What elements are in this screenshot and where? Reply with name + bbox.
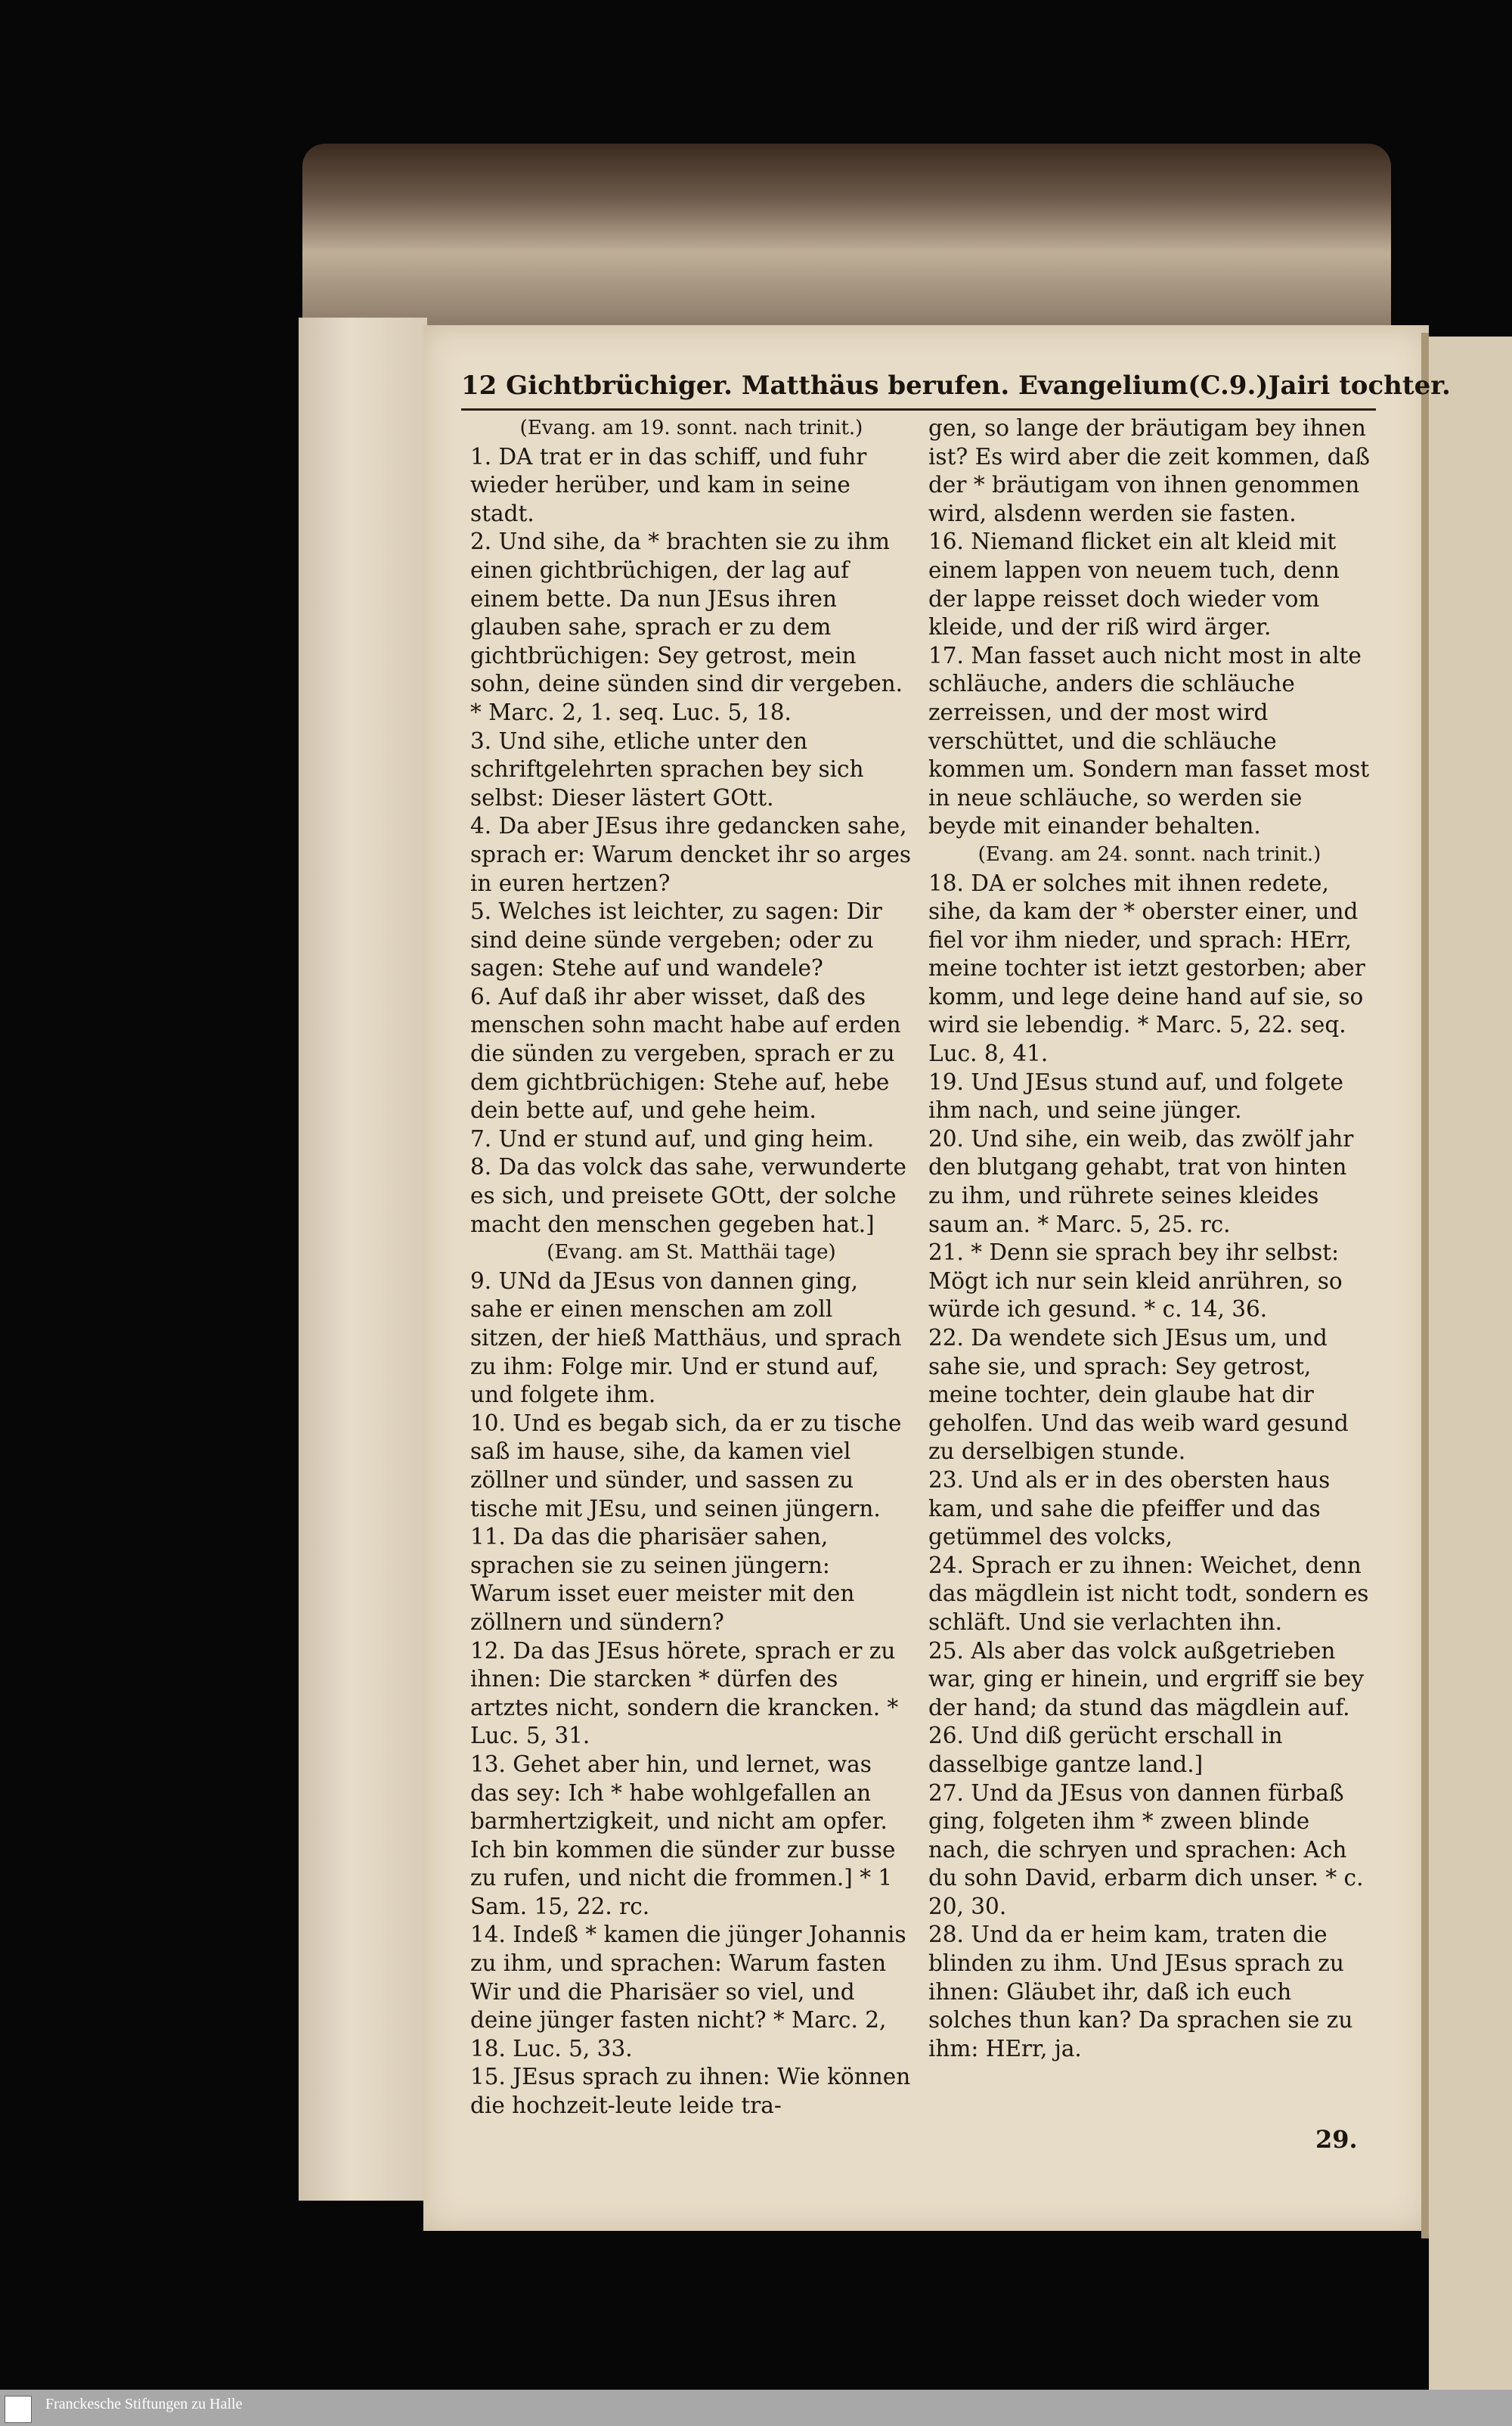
page-gutter (1421, 333, 1429, 2238)
verse: 27. Und da JEsus von dannen fürbaß ging, folgeten ihm * zween blinde nach, die schryen und sprachen: Ach du sohn David, erbarm dich unser. * c. 20, 30. (928, 1779, 1364, 1919)
catchword: 29. (1315, 2125, 1358, 2154)
verse: 10. Und es begab sich, da er zu tische saß im hause, sihe, da kamen viel zöllner und sünder, und sassen zu tische mit JEsu, und seinen jüngern. (470, 1410, 902, 1522)
verse: 8. Da das volck das sahe, verwunderte es sich, und preisete GOtt, der solche macht den menschen gegeben hat.] (470, 1154, 906, 1237)
verse: 12. Da das JEsus hörete, sprach er zu ihnen: Die starcken * dürfen des artztes nicht, sondern die krancken. * Luc. 5, 31. (470, 1637, 899, 1749)
verse: 21. * Denn sie sprach bey ihr selbst: Mögt ich nur sein kleid anrühren, so würde ich gesund. * c. 14, 36. (928, 1239, 1343, 1323)
pericope-heading: (Evang. am 19. sonnt. nach trinit.) (519, 417, 863, 439)
verse: 26. Und diß gerücht erschall in dasselbige gantze land.] (928, 1723, 1283, 1777)
page-stack (299, 318, 427, 2201)
verse: 13. Gehet aber hin, und lernet, was das sey: Ich * habe wohlgefallen an barmhertzigkeit, und nicht am opfer. Ich bin kommen die sünder zur busse zu rufen, und nicht die frommen.] * 1 Sam. 15, 22. rc. (470, 1751, 896, 1919)
verse: 5. Welches ist leichter, zu sagen: Dir sind deine sünde vergeben; oder zu sagen: Stehe auf und wandele? (470, 898, 882, 982)
verse: 25. Als aber das volck außgetrieben war, ging er hinein, und ergriff sie bey der hand; da stund das mägdlein auf. (928, 1637, 1365, 1720)
book-top-edge (302, 144, 1391, 325)
verse: 20. Und sihe, ein weib, das zwölf jahr den blutgang gehabt, trat von hinten zu ihm, und rührete seines kleides saum an. * Marc. 5, 25. rc. (928, 1125, 1354, 1237)
verse: 19. Und JEsus stund auf, und folgete ihm nach, und seine jünger. (928, 1069, 1343, 1124)
verse: 22. Da wendete sich JEsus um, und sahe sie, und sprach: Sey getrost, meine tochter, dein glaube hat dir geholfen. Und das weib ward gesund zu derselbigen stunde. (928, 1325, 1349, 1465)
pericope-heading: (Evang. am St. Matthäi tage) (547, 1241, 836, 1264)
verse: 23. Und als er in des obersten haus kam, und sahe die pfeiffer und das getümmel des volcks, (928, 1466, 1331, 1550)
header-chapter: (C.9.) (1188, 371, 1269, 401)
verse: 3. Und sihe, etliche unter den schriftgelehrten sprachen bey sich selbst: Dieser lästert GOtt. (470, 727, 864, 811)
verse: 24. Sprach er zu ihnen: Weichet, denn das mägdlein ist nicht todt, sondern es schläft. Und sie verlachten ihn. (928, 1552, 1369, 1635)
verse: 6. Auf daß ihr aber wisset, daß des menschen sohn macht habe auf erden die sünden zu vergeben, sprach er zu dem gichtbrüchigen: Stehe auf, hebe dein bette auf, und gehe heim. (470, 983, 901, 1124)
verse: 17. Man fasset auch nicht most in alte schläuche, anders die schläuche zerreissen, und der most wird verschüttet, und die schläuche kommen um. Sondern man fasset most in neue schläuche, so werden sie beyde mit einander behalten. (928, 642, 1370, 839)
verse: 15. JEsus sprach zu ihnen: Wie können die hochzeit-leute leide tra- (470, 2064, 911, 2119)
verse: 7. Und er stund auf, und ging heim. (470, 1125, 875, 1152)
header-rule (461, 408, 1376, 411)
verse: 16. Niemand flicket ein alt kleid mit einem lappen von neuem tuch, denn der lappe reisset doch wieder vom kleide, und der riß wird ärger. (928, 529, 1340, 641)
running-header (461, 371, 1451, 408)
verse: 1. DA trat er in das schiff, und fuhr wieder herüber, und kam in seine stadt. (470, 443, 867, 526)
left-column (470, 414, 912, 2120)
verse: gen, so lange der bräutigam bey ihnen ist? Es wird aber die zeit kommen, daß der * bräutigam von ihnen genommen wird, alsdenn werden sie fasten. (928, 415, 1370, 526)
right-column (928, 414, 1371, 2063)
verse: 28. Und da er heim kam, traten die blinden zu ihm. Und JEsus sprach zu ihnen: Gläubet ihr, daß ich euch solches thun kan? Da sprachen sie zu ihm: HErr, ja. (928, 1922, 1353, 2061)
verse: 2. Und sihe, da * brachten sie zu ihm einen gichtbrüchigen, der lag auf einem bette. Da nun JEsus ihren glauben sahe, sprach er zu dem gichtbrüchigen: Sey getrost, mein sohn, deine sünden sind dir vergeben. * Marc. 2, 1. seq. Luc. 5, 18. (470, 529, 903, 725)
verse: 9. UNd da JEsus von dannen ging, sahe er einen menschen am zoll sitzen, der hieß Matthäus, und sprach zu ihm: Folge mir. Und er stund auf, und folgete ihm. (470, 1267, 902, 1408)
facing-page-edge (1429, 337, 1512, 2393)
institution-logo-icon (5, 2396, 32, 2423)
verse: 14. Indeß * kamen die jünger Johannis zu ihm, und sprachen: Warum fasten Wir und die Pharisäer so viel, und deine jünger fasten nicht? * Marc. 2, 18. Luc. 5, 33. (470, 1922, 906, 2061)
verse: 18. DA er solches mit ihnen redete, sihe, da kam der * oberster einer, und fiel vor ihm nieder, und sprach: HErr, meine tochter ist ietzt gestorben; aber komm, und lege deine hand auf sie, so wird sie lebendig. * Marc. 5, 22. seq. Luc. 8, 41. (928, 870, 1365, 1067)
verse: 11. Da das die pharisäer sahen, sprachen sie zu seinen jüngern: Warum isset euer meister mit den zöllnern und sündern? (470, 1524, 855, 1635)
header-left: 12 Gichtbrüchiger. Matthäus berufen. Evangelium (461, 371, 1188, 401)
header-right: Jairi tochter. (1268, 371, 1451, 401)
pericope-heading: (Evang. am 24. sonnt. nach trinit.) (978, 842, 1321, 866)
verse: 4. Da aber JEsus ihre gedancken sahe, sprach er: Warum dencket ihr so arges in euren hertzen? (470, 813, 912, 896)
institution-name: Franckesche Stiftungen zu Halle (45, 2396, 243, 2412)
